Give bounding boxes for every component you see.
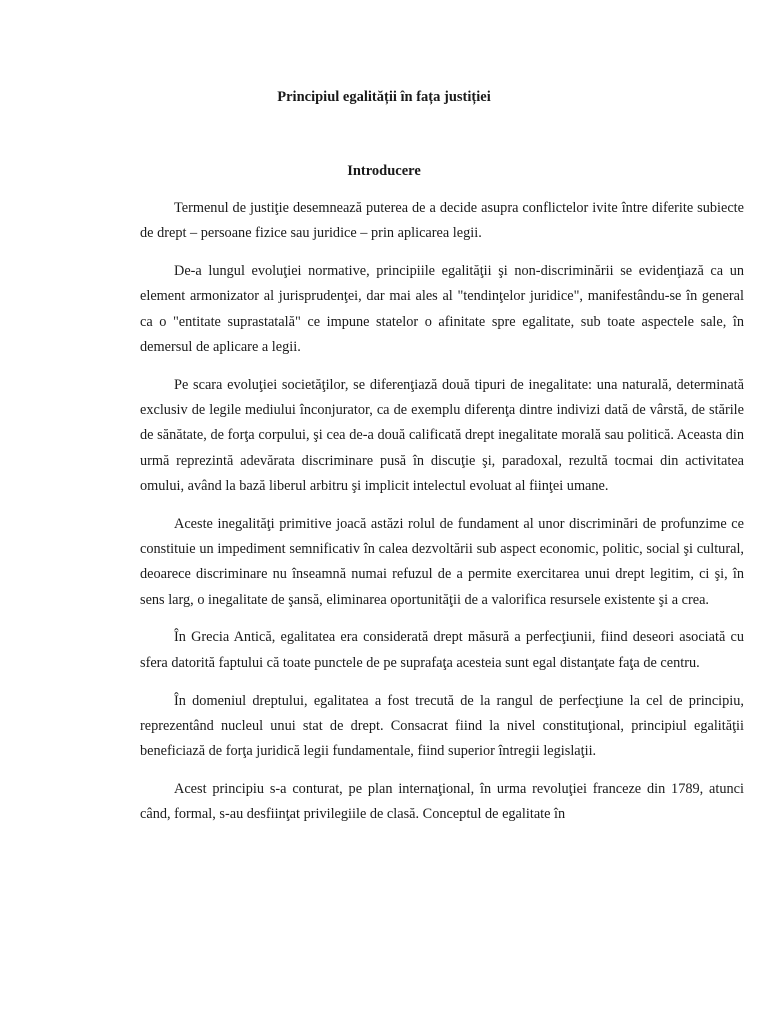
paragraph: În domeniul dreptului, egalitatea a fost trecută de la rangul de perfecţiune la cel de principiu, reprezentând nucleul unui stat de drept. Consacrat fiind la nivel constituţional, principiul egalităţii beneficiază de forţa juridică legii fundamentale, fiind superior întregii legislaţii. [140,692,744,760]
paragraph: Termenul de justiţie desemnează puterea de a decide asupra conflictelor ivite între diferite subiecte de drept – persoane fizice sau juridice – prin aplicarea legii. [140,200,744,242]
paragraph: Pe scara evoluţiei societăţilor, se diferenţiază două tipuri de inegalitate: una naturală, determinată exclusiv de legile mediului înconjurator, ca de exemplu diferenţa dintre indivizi dată de vârstă, de stările de sănătate, de forţa corpului, şi cea de-a două calificată drept inegalitate morală sau politică. Aceasta din urmă reprezintă adevărata discriminare pusă în discuţie şi, paradoxal, rezultă tocmai din activitatea omului, având la bază liberul arbitru şi implicit intelectul evoluat al fiinţei umane. [140,376,744,494]
paragraph: De-a lungul evoluţiei normative, principiile egalităţii şi non-discriminării se evidenţiază ca un element armonizator al jurisprudenţei, dar mai ales al "tendinţelor juridice", manifestându-se în general ca o "entitate suprastatală" ce impune statelor o afinitate spre egalitate, sub toate aspectele sale, în demersul de aplicare a legii. [140,263,744,355]
document-body [140,196,744,840]
section-heading: Introducere [347,163,421,179]
paragraph: Acest principiu s-a conturat, pe plan internaţional, în urma revoluţiei franceze din 1789, atunci când, formal, s-au desfiinţat privilegiile de clasă. Conceptul de egalitate în [140,780,744,823]
document-title: Principiul egalității în fața justiției [277,89,491,105]
paragraph: Aceste inegalităţi primitive joacă astăzi rolul de fundament al unor discriminări de profunzime ce constituie un impediment semnificativ în calea dezvoltării sub aspect economic, politic, social şi cultural, deoarece discriminare nu înseamnă numai refuzul de a permite exercitarea unui drept legitim, ci şi, în sens larg, o inegalitate de şansă, eliminarea oportunităţii de a valorifica resursele existente şi a crea. [140,515,744,608]
paragraph: În Grecia Antică, egalitatea era considerată drept măsură a perfecţiunii, fiind deseori asociată cu sfera datorită faptului că toate punctele de pe suprafaţa acesteia sunt egal distanţate faţa de centru. [140,629,744,671]
